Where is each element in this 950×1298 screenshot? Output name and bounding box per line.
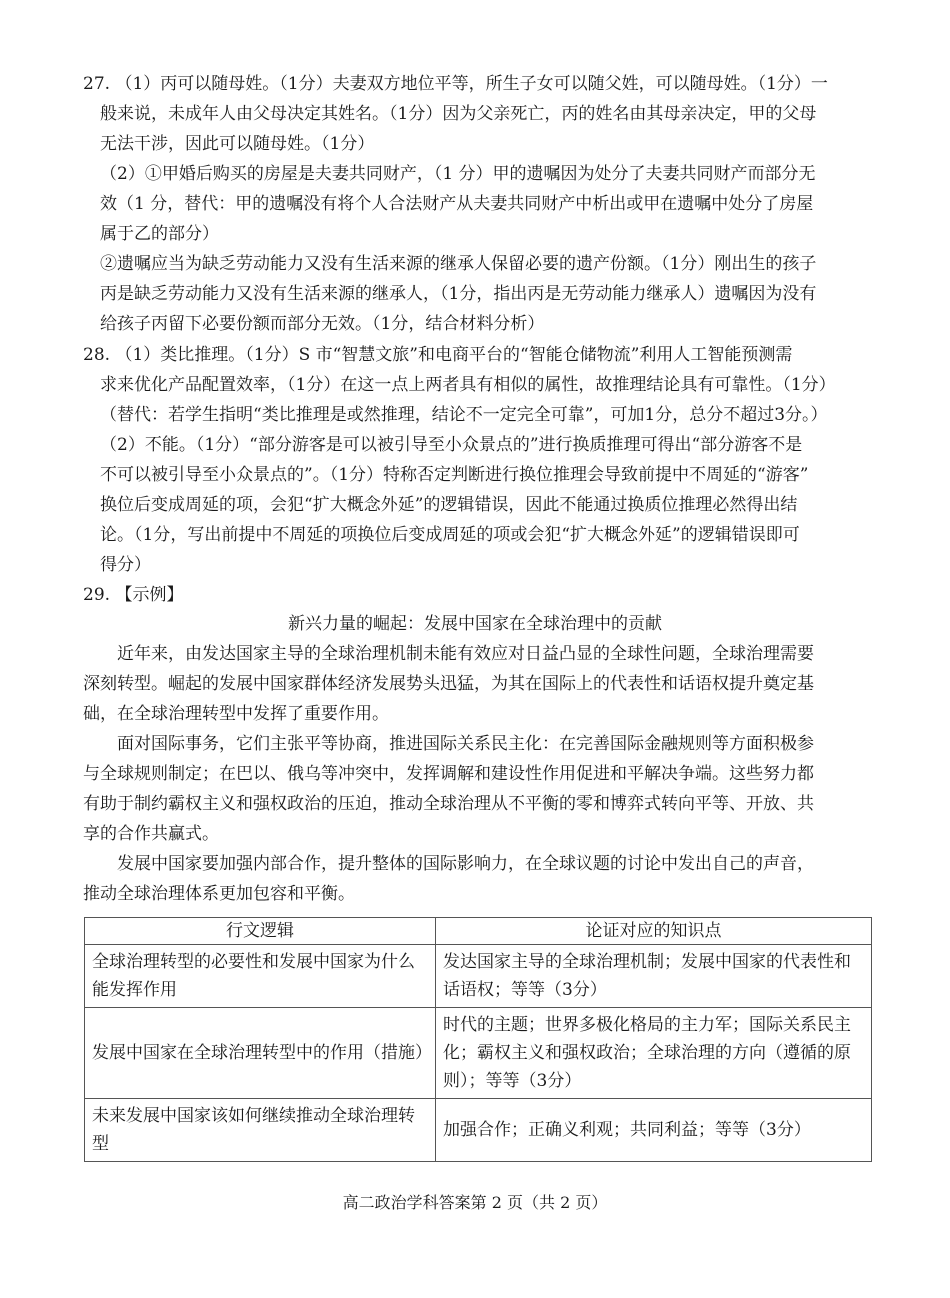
q29-heading: 29. 【示例】 [83,585,184,605]
page-footer: 高二政治学科答案第 2 页（共 2 页） [342,1193,608,1212]
table-row [85,1008,872,1099]
table-row [85,945,872,1008]
essay-p3-line-1: 发展中国家要加强内部合作，提升整体的国际影响力，在全球议题的讨论中发出自己的声音， [117,854,814,874]
table-cell-knowledge: 发达国家主导的全球治理机制；发展中国家的代表性和话语权；等等（3分） [436,945,872,1008]
essay-p1-line-3: 础，在全球治理转型中发挥了重要作用。 [83,704,389,724]
q28-line-1: 28. （1）类比推理。（1分）S 市“智慧文旅”和电商平台的“智能仓储物流”利用人工智能预测需 [83,345,793,365]
table-row [85,1099,872,1162]
essay-p2-line-2: 与全球规则制定；在巴以、俄乌等冲突中，发挥调解和建设性作用促进和平解决争端。这些努力都 [83,764,814,784]
q27-part2-line-1: （2）①甲婚后购买的房屋是夫妻共同财产，（1 分）甲的遗嘱因为处分了夫妻共同财产而部分无 [100,164,816,184]
q27-part2-line-2: 效（1 分，替代：甲的遗嘱没有将个人合法财产从夫妻共同财产中析出或甲在遗嘱中处分了房屋 [100,194,814,214]
q27-line-1: 27. （1）丙可以随母姓。（1分）夫妻双方地位平等，所生子女可以随父姓，可以随母姓。（1分）一 [83,74,828,94]
q28-line-3: （替代：若学生指明“类比推理是或然推理，结论不一定完全可靠”，可加1分，总分不超过3分。） [100,405,828,425]
essay-p3-line-2: 推动全球治理体系更加包容和平衡。 [83,884,355,904]
header-knowledge-points: 论证对应的知识点 [436,918,872,945]
q28-part2-line-1: （2）不能。（1分）“部分游客是可以被引导至小众景点的”进行换质推理可得出“部分游客不是 [100,435,803,455]
table-cell-knowledge: 时代的主题；世界多极化格局的主力军；国际关系民主化；霸权主义和强权政治；全球治理的方向（遵循的原则）；等等（3分） [436,1008,872,1099]
table-header-row [85,918,872,945]
essay-p2-line-4: 享的合作共赢式。 [83,824,219,844]
essay-p1-line-2: 深刻转型。崛起的发展中国家群体经济发展势头迅猛，为其在国际上的代表性和话语权提升奠定基 [83,674,814,694]
essay-p1-line-1: 近年来，由发达国家主导的全球治理机制未能有效应对日益凸显的全球性问题，全球治理需要 [117,644,814,664]
header-writing-logic: 行文逻辑 [85,918,436,945]
table-cell-logic: 未来发展中国家该如何继续推动全球治理转型 [85,1099,436,1162]
essay-p2-line-1: 面对国际事务，它们主张平等协商，推进国际关系民主化：在完善国际金融规则等方面积极参 [117,734,814,754]
essay-title: 新兴力量的崛起：发展中国家在全球治理中的贡献 [288,614,662,634]
q28-part2-line-2: 不可以被引导至小众景点的”。（1分）特称否定判断进行换位推理会导致前提中不周延的“游客” [100,465,809,485]
q27-line-3: 无法干涉，因此可以随母姓。（1分） [100,134,375,154]
table-cell-logic: 发展中国家在全球治理转型中的作用（措施） [85,1008,436,1099]
rubric-table [84,917,872,1162]
q28-part2-line-5: 得分） [100,555,151,575]
table-cell-knowledge: 加强合作；正确义利观；共同利益；等等（3分） [436,1099,872,1162]
essay-p2-line-3: 有助于制约霸权主义和强权政治的压迫，推动全球治理从不平衡的零和博弈式转向平等、开放、共 [83,794,814,814]
table-cell-logic: 全球治理转型的必要性和发展中国家为什么能发挥作用 [85,945,436,1008]
q28-part2-line-4: 论。（1分，写出前提中不周延的项换位后变成周延的项或会犯“扩大概念外延”的逻辑错误即可 [100,525,800,545]
q27-part2-line-3: 属于乙的部分） [100,224,219,244]
q27-part2-line-4: ②遗嘱应当为缺乏劳动能力又没有生活来源的继承人保留必要的遗产份额。（1分）刚出生的孩子 [100,254,817,274]
q28-line-2: 求来优化产品配置效率，（1分）在这一点上两者具有相似的属性，故推理结论具有可靠性。（1分） [100,375,836,395]
q28-part2-line-3: 换位后变成周延的项，会犯“扩大概念外延”的逻辑错误，因此不能通过换质位推理必然得出结 [100,495,798,515]
q27-line-2: 般来说，未成年人由父母决定其姓名。（1分）因为父亲死亡，丙的姓名由其母亲决定，甲的父母 [100,104,817,124]
q27-part2-line-5: 丙是缺乏劳动能力又没有生活来源的继承人，（1分，指出丙是无劳动能力继承人）遗嘱因为没有 [100,284,817,304]
q27-part2-line-6: 给孩子丙留下必要份额而部分无效。（1分，结合材料分析） [100,314,545,334]
